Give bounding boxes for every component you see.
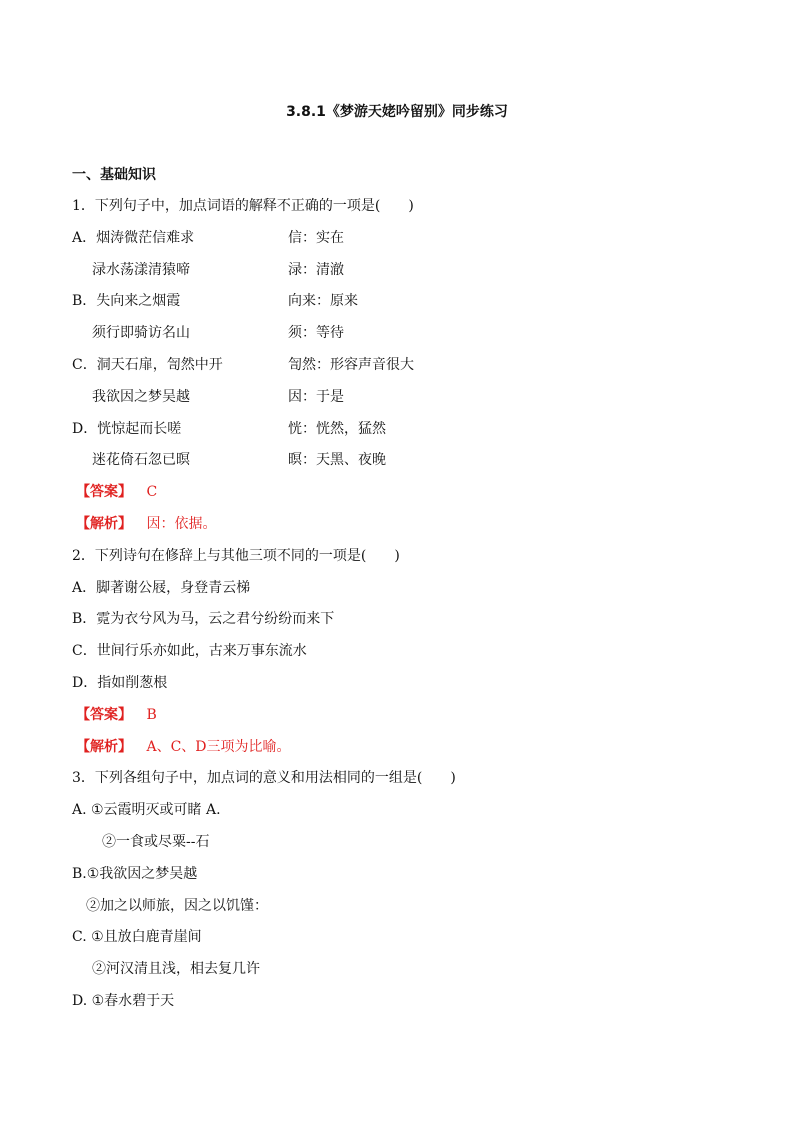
- explanation-tag: 【解析】: [76, 739, 132, 755]
- q1-option-c-line2: 我欲因之梦吴越: [92, 389, 190, 405]
- q3-option-b-line2: ②加之以师旅，因之以饥馑：: [86, 898, 268, 914]
- q1-option-a-line1-explain: 信：实在: [288, 230, 344, 246]
- q2-explanation: [76, 737, 291, 757]
- question-2-stem: 2．下列诗句在修辞上与其他三项不同的一项是( ): [72, 548, 400, 564]
- answer-tag: 【答案】: [76, 484, 132, 500]
- q1-option-d-line2: 迷花倚石忽已暝: [92, 452, 190, 468]
- q1-option-d-line1-explain: 恍：恍然，猛然: [288, 421, 386, 437]
- q3-option-c-line2: ②河汉清且浅，相去复几许: [92, 961, 260, 977]
- q1-option-b-line2-explain: 须：等待: [288, 325, 344, 341]
- q1-option-b-line1: B．失向来之烟霞: [72, 293, 181, 309]
- q2-option-d: D．指如削葱根: [72, 675, 168, 691]
- q3-option-b-line1: B.①我欲因之梦吴越: [72, 866, 198, 882]
- q1-option-d-line1: D．恍惊起而长嗟: [72, 421, 182, 437]
- explanation-text: A、C、D三项为比喻。: [146, 739, 291, 755]
- q3-option-a-line2: ②一食或尽粟--石: [102, 834, 210, 850]
- q3-option-a-line1: A. ①云霞明灭或可睹 A.: [72, 802, 221, 818]
- q2-option-b: B．霓为衣兮风为马，云之君兮纷纷而来下: [72, 611, 335, 627]
- q1-option-b-line2: 须行即骑访名山: [92, 325, 190, 341]
- answer-tag: 【答案】: [76, 707, 132, 723]
- question-1-stem: 1．下列句子中，加点词语的解释不正确的一项是( ): [72, 198, 414, 214]
- explanation-tag: 【解析】: [76, 516, 132, 532]
- question-3-stem: 3．下列各组句子中，加点词的意义和用法相同的一组是( ): [72, 770, 456, 786]
- q2-option-a: A．脚著谢公屐，身登青云梯: [72, 580, 251, 596]
- q1-option-a-line2: 渌水荡漾清猿啼: [92, 262, 190, 278]
- q1-option-c-line1: C．洞天石扉，訇然中开: [72, 357, 223, 373]
- q2-option-c: C．世间行乐亦如此，古来万事东流水: [72, 643, 307, 659]
- section-heading: 一、基础知识: [72, 167, 156, 183]
- answer-value: B: [146, 707, 157, 723]
- q1-explanation: [76, 514, 216, 534]
- q3-option-d-line1: D. ①春水碧于天: [72, 993, 175, 1009]
- q1-option-b-line1-explain: 向来：原来: [288, 293, 358, 309]
- page-title: 3.8.1《梦游天姥吟留别》同步练习: [286, 104, 508, 120]
- q3-option-c-line1: C. ①且放白鹿青崖间: [72, 929, 202, 945]
- answer-value: C: [146, 484, 158, 500]
- q1-option-a-line1: A．烟涛微茫信难求: [72, 230, 195, 246]
- q1-option-c-line1-explain: 訇然：形容声音很大: [288, 357, 414, 373]
- q1-option-d-line2-explain: 暝：天黑、夜晚: [288, 452, 386, 468]
- q1-option-c-line2-explain: 因：于是: [288, 389, 344, 405]
- q1-option-a-line2-explain: 渌：清澈: [288, 262, 344, 278]
- q2-answer: [76, 705, 157, 725]
- q1-answer: [76, 482, 157, 502]
- explanation-text: 因：依据。: [146, 516, 217, 532]
